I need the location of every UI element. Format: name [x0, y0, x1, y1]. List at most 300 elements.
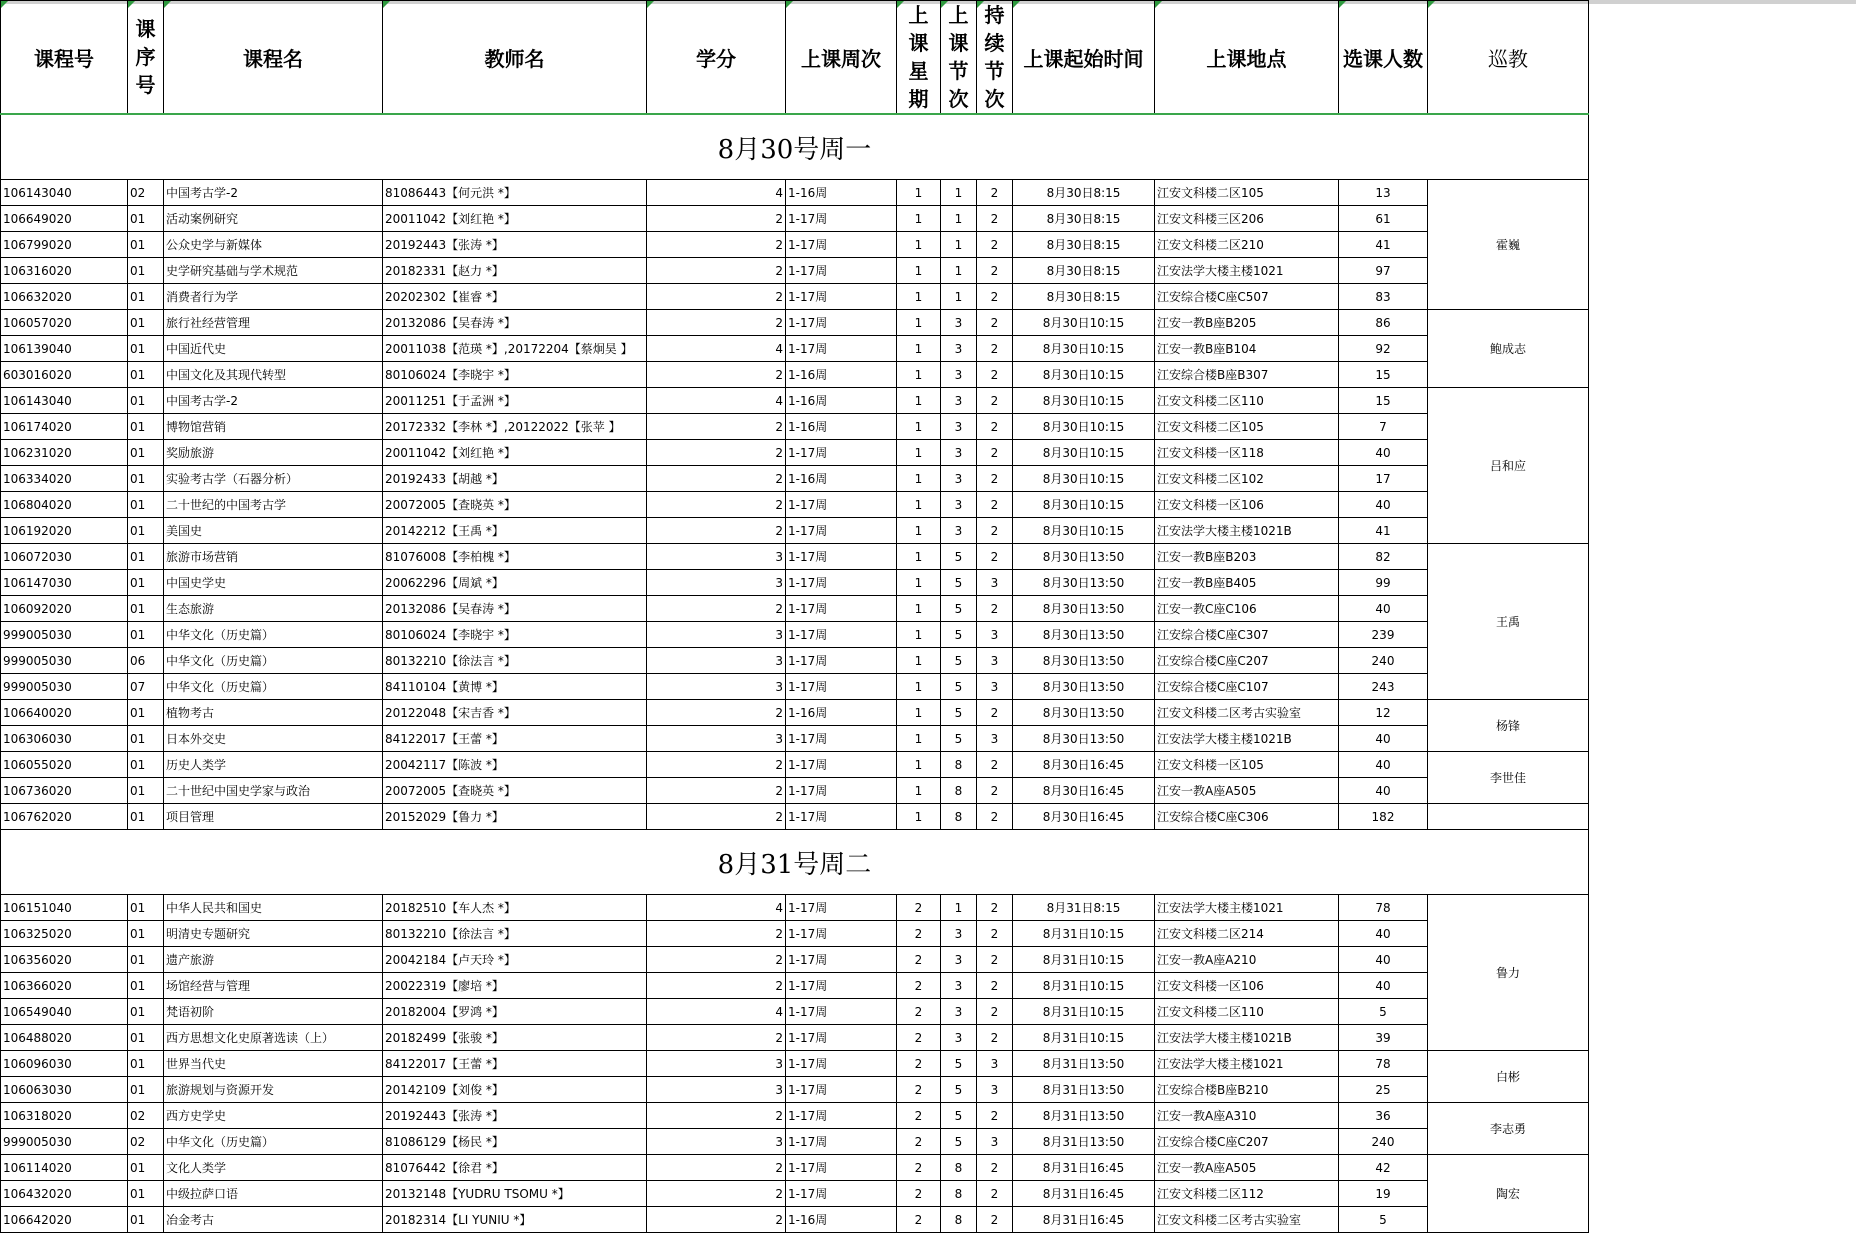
cell-duration[interactable]: 2: [977, 947, 1013, 973]
cell-teacher[interactable]: 20192443【张涛 *】: [383, 1103, 647, 1129]
cell-location[interactable]: 江安文科楼二区考古实验室: [1155, 1207, 1339, 1233]
cell-enrolled[interactable]: 41: [1339, 518, 1428, 544]
cell-location[interactable]: 江安综合楼B座B307: [1155, 362, 1339, 388]
cell-weekday[interactable]: 1: [897, 258, 941, 284]
cell-weeks[interactable]: 1-17周: [786, 674, 897, 700]
cell-enrolled[interactable]: 40: [1339, 778, 1428, 804]
cell-weekday[interactable]: 1: [897, 414, 941, 440]
cell-credits[interactable]: 2: [647, 700, 786, 726]
cell-course-seq[interactable]: 01: [128, 1155, 164, 1181]
cell-location[interactable]: 江安文科楼二区110: [1155, 999, 1339, 1025]
cell-weeks[interactable]: 1-17周: [786, 1181, 897, 1207]
cell-start-time[interactable]: 8月30日10:15: [1013, 362, 1155, 388]
cell-teacher[interactable]: 81086443【何元洪 *】: [383, 180, 647, 206]
cell-location[interactable]: 江安文科楼二区102: [1155, 466, 1339, 492]
cell-weeks[interactable]: 1-17周: [786, 752, 897, 778]
cell-location[interactable]: 江安法学大楼主楼1021B: [1155, 1025, 1339, 1051]
cell-weekday[interactable]: 1: [897, 284, 941, 310]
cell-course-id[interactable]: 106147030: [1, 570, 128, 596]
cell-start-time[interactable]: 8月30日13:50: [1013, 700, 1155, 726]
cell-teacher[interactable]: 20172332【李林 *】,20122022【张苹 】: [383, 414, 647, 440]
cell-enrolled[interactable]: 17: [1339, 466, 1428, 492]
cell-course-name[interactable]: 二十世纪中国史学家与政治: [164, 778, 383, 804]
cell-course-seq[interactable]: 01: [128, 232, 164, 258]
cell-weeks[interactable]: 1-17周: [786, 1051, 897, 1077]
cell-course-name[interactable]: 消费者行为学: [164, 284, 383, 310]
cell-course-name[interactable]: 中华文化（历史篇）: [164, 674, 383, 700]
cell-weekday[interactable]: 1: [897, 388, 941, 414]
cell-course-id[interactable]: 106736020: [1, 778, 128, 804]
cell-start-period[interactable]: 1: [941, 284, 977, 310]
cell-duration[interactable]: 2: [977, 1181, 1013, 1207]
cell-enrolled[interactable]: 40: [1339, 973, 1428, 999]
cell-course-seq[interactable]: 01: [128, 570, 164, 596]
cell-teacher[interactable]: 20142212【王禹 *】: [383, 518, 647, 544]
cell-teacher[interactable]: 81076008【李柏槐 *】: [383, 544, 647, 570]
cell-start-period[interactable]: 5: [941, 1103, 977, 1129]
cell-start-time[interactable]: 8月30日10:15: [1013, 414, 1155, 440]
header-duration[interactable]: [977, 1, 1013, 115]
cell-course-id[interactable]: 106096030: [1, 1051, 128, 1077]
cell-weeks[interactable]: 1-17周: [786, 258, 897, 284]
cell-weekday[interactable]: 2: [897, 1207, 941, 1233]
cell-location[interactable]: 江安一教A座A505: [1155, 1155, 1339, 1181]
cell-duration[interactable]: 2: [977, 973, 1013, 999]
header-weekday[interactable]: [897, 1, 941, 115]
cell-credits[interactable]: 2: [647, 947, 786, 973]
cell-enrolled[interactable]: 40: [1339, 921, 1428, 947]
cell-duration[interactable]: 2: [977, 1103, 1013, 1129]
cell-course-name[interactable]: 旅游市场营销: [164, 544, 383, 570]
cell-course-name[interactable]: 中国考古学-2: [164, 180, 383, 206]
cell-course-name[interactable]: 旅行社经营管理: [164, 310, 383, 336]
cell-start-time[interactable]: 8月30日16:45: [1013, 752, 1155, 778]
cell-course-seq[interactable]: 01: [128, 440, 164, 466]
cell-location[interactable]: 江安文科楼一区106: [1155, 973, 1339, 999]
cell-course-id[interactable]: 106640020: [1, 700, 128, 726]
cell-start-period[interactable]: 5: [941, 1129, 977, 1155]
cell-duration[interactable]: 2: [977, 700, 1013, 726]
cell-start-period[interactable]: 5: [941, 700, 977, 726]
cell-teacher[interactable]: 20132148【YUDRU TSOMU *】: [383, 1181, 647, 1207]
cell-course-name[interactable]: 场馆经营与管理: [164, 973, 383, 999]
cell-start-period[interactable]: 5: [941, 648, 977, 674]
cell-credits[interactable]: 3: [647, 544, 786, 570]
cell-weekday[interactable]: 2: [897, 1129, 941, 1155]
cell-weeks[interactable]: 1-17周: [786, 726, 897, 752]
cell-teacher[interactable]: 20192443【张涛 *】: [383, 232, 647, 258]
cell-credits[interactable]: 2: [647, 973, 786, 999]
cell-weekday[interactable]: 1: [897, 466, 941, 492]
cell-start-period[interactable]: 5: [941, 1077, 977, 1103]
cell-enrolled[interactable]: 97: [1339, 258, 1428, 284]
cell-course-name[interactable]: 公众史学与新媒体: [164, 232, 383, 258]
cell-start-period[interactable]: 5: [941, 726, 977, 752]
cell-course-id[interactable]: 999005030: [1, 648, 128, 674]
cell-start-period[interactable]: 5: [941, 570, 977, 596]
cell-weekday[interactable]: 2: [897, 947, 941, 973]
cell-weekday[interactable]: 1: [897, 726, 941, 752]
cell-location[interactable]: 江安文科楼二区214: [1155, 921, 1339, 947]
cell-weeks[interactable]: 1-17周: [786, 440, 897, 466]
cell-teacher[interactable]: 80106024【李晓宇 *】: [383, 622, 647, 648]
cell-start-time[interactable]: 8月30日10:15: [1013, 466, 1155, 492]
cell-duration[interactable]: 2: [977, 804, 1013, 830]
cell-course-seq[interactable]: 01: [128, 1025, 164, 1051]
cell-enrolled[interactable]: 40: [1339, 492, 1428, 518]
cell-enrolled[interactable]: 78: [1339, 1051, 1428, 1077]
cell-duration[interactable]: 2: [977, 596, 1013, 622]
cell-course-name[interactable]: 中华文化（历史篇）: [164, 648, 383, 674]
cell-duration[interactable]: 2: [977, 544, 1013, 570]
cell-location[interactable]: 江安一教C座C106: [1155, 596, 1339, 622]
cell-start-period[interactable]: 5: [941, 596, 977, 622]
cell-course-id[interactable]: 106072030: [1, 544, 128, 570]
cell-duration[interactable]: 2: [977, 180, 1013, 206]
cell-start-time[interactable]: 8月30日13:50: [1013, 674, 1155, 700]
cell-course-id[interactable]: 106488020: [1, 1025, 128, 1051]
cell-duration[interactable]: 3: [977, 1077, 1013, 1103]
cell-course-id[interactable]: 106057020: [1, 310, 128, 336]
cell-course-seq[interactable]: 01: [128, 700, 164, 726]
cell-teacher[interactable]: 20182499【张骏 *】: [383, 1025, 647, 1051]
cell-course-id[interactable]: 106174020: [1, 414, 128, 440]
cell-duration[interactable]: 2: [977, 310, 1013, 336]
cell-credits[interactable]: 3: [647, 1051, 786, 1077]
cell-duration[interactable]: 2: [977, 895, 1013, 921]
cell-start-period[interactable]: 1: [941, 258, 977, 284]
cell-duration[interactable]: 3: [977, 1051, 1013, 1077]
cell-start-time[interactable]: 8月30日8:15: [1013, 284, 1155, 310]
cell-credits[interactable]: 2: [647, 518, 786, 544]
cell-duration[interactable]: 3: [977, 648, 1013, 674]
cell-inspector[interactable]: 李志勇: [1428, 1103, 1589, 1155]
cell-start-period[interactable]: 8: [941, 1155, 977, 1181]
cell-course-id[interactable]: 603016020: [1, 362, 128, 388]
cell-start-time[interactable]: 8月31日16:45: [1013, 1155, 1155, 1181]
cell-teacher[interactable]: 20192433【胡越 *】: [383, 466, 647, 492]
cell-teacher[interactable]: 80132210【徐法言 *】: [383, 921, 647, 947]
cell-weeks[interactable]: 1-17周: [786, 804, 897, 830]
cell-start-time[interactable]: 8月31日16:45: [1013, 1207, 1155, 1233]
cell-teacher[interactable]: 80106024【李晓宇 *】: [383, 362, 647, 388]
cell-enrolled[interactable]: 239: [1339, 622, 1428, 648]
cell-course-seq[interactable]: 01: [128, 336, 164, 362]
cell-inspector[interactable]: 陶宏: [1428, 1155, 1589, 1233]
cell-enrolled[interactable]: 92: [1339, 336, 1428, 362]
cell-teacher[interactable]: 81076442【徐君 *】: [383, 1155, 647, 1181]
cell-start-time[interactable]: 8月30日10:15: [1013, 310, 1155, 336]
cell-weekday[interactable]: 2: [897, 895, 941, 921]
cell-duration[interactable]: 2: [977, 258, 1013, 284]
cell-start-time[interactable]: 8月30日10:15: [1013, 440, 1155, 466]
cell-course-name[interactable]: 西方史学史: [164, 1103, 383, 1129]
cell-location[interactable]: 江安综合楼B座B210: [1155, 1077, 1339, 1103]
cell-course-seq[interactable]: 01: [128, 388, 164, 414]
cell-weekday[interactable]: 2: [897, 1103, 941, 1129]
cell-credits[interactable]: 2: [647, 284, 786, 310]
cell-course-seq[interactable]: 01: [128, 596, 164, 622]
cell-course-seq[interactable]: 01: [128, 258, 164, 284]
cell-weekday[interactable]: 1: [897, 752, 941, 778]
cell-weekday[interactable]: 1: [897, 232, 941, 258]
cell-weeks[interactable]: 1-17周: [786, 1155, 897, 1181]
cell-course-name[interactable]: 植物考古: [164, 700, 383, 726]
cell-duration[interactable]: 2: [977, 284, 1013, 310]
cell-course-name[interactable]: 中华文化（历史篇）: [164, 1129, 383, 1155]
cell-course-name[interactable]: 项目管理: [164, 804, 383, 830]
cell-start-period[interactable]: 5: [941, 544, 977, 570]
cell-enrolled[interactable]: 5: [1339, 1207, 1428, 1233]
cell-start-period[interactable]: 8: [941, 778, 977, 804]
cell-weekday[interactable]: 1: [897, 336, 941, 362]
cell-weeks[interactable]: 1-17周: [786, 284, 897, 310]
cell-credits[interactable]: 4: [647, 180, 786, 206]
cell-enrolled[interactable]: 40: [1339, 947, 1428, 973]
cell-course-id[interactable]: 106804020: [1, 492, 128, 518]
cell-course-id[interactable]: 106306030: [1, 726, 128, 752]
cell-location[interactable]: 江安文科楼二区210: [1155, 232, 1339, 258]
cell-credits[interactable]: 3: [647, 674, 786, 700]
cell-location[interactable]: 江安文科楼一区118: [1155, 440, 1339, 466]
cell-duration[interactable]: 3: [977, 674, 1013, 700]
cell-course-id[interactable]: 999005030: [1, 674, 128, 700]
cell-weeks[interactable]: 1-17周: [786, 778, 897, 804]
cell-course-id[interactable]: 106325020: [1, 921, 128, 947]
cell-credits[interactable]: 2: [647, 804, 786, 830]
cell-start-period[interactable]: 8: [941, 752, 977, 778]
cell-course-seq[interactable]: 01: [128, 947, 164, 973]
cell-enrolled[interactable]: 182: [1339, 804, 1428, 830]
cell-credits[interactable]: 2: [647, 310, 786, 336]
cell-weeks[interactable]: 1-17周: [786, 1077, 897, 1103]
cell-course-id[interactable]: 106642020: [1, 1207, 128, 1233]
cell-start-time[interactable]: 8月30日13:50: [1013, 596, 1155, 622]
cell-location[interactable]: 江安法学大楼主楼1021B: [1155, 518, 1339, 544]
cell-weekday[interactable]: 1: [897, 492, 941, 518]
cell-start-time[interactable]: 8月30日10:15: [1013, 388, 1155, 414]
cell-start-period[interactable]: 3: [941, 492, 977, 518]
cell-teacher[interactable]: 20022319【廖培 *】: [383, 973, 647, 999]
cell-start-period[interactable]: 8: [941, 1181, 977, 1207]
cell-location[interactable]: 江安综合楼C座C307: [1155, 622, 1339, 648]
cell-duration[interactable]: 2: [977, 232, 1013, 258]
cell-course-id[interactable]: 106092020: [1, 596, 128, 622]
cell-course-seq[interactable]: 01: [128, 804, 164, 830]
cell-credits[interactable]: 3: [647, 1129, 786, 1155]
cell-weekday[interactable]: 2: [897, 1155, 941, 1181]
cell-weeks[interactable]: 1-17周: [786, 232, 897, 258]
cell-credits[interactable]: 2: [647, 752, 786, 778]
cell-location[interactable]: 江安综合楼C座C107: [1155, 674, 1339, 700]
cell-course-seq[interactable]: 01: [128, 895, 164, 921]
cell-course-name[interactable]: 活动案例研究: [164, 206, 383, 232]
cell-start-period[interactable]: 3: [941, 310, 977, 336]
cell-start-period[interactable]: 8: [941, 1207, 977, 1233]
cell-weeks[interactable]: 1-17周: [786, 947, 897, 973]
cell-duration[interactable]: 2: [977, 388, 1013, 414]
cell-credits[interactable]: 3: [647, 622, 786, 648]
cell-course-seq[interactable]: 01: [128, 752, 164, 778]
cell-course-name[interactable]: 二十世纪的中国考古学: [164, 492, 383, 518]
cell-teacher[interactable]: 20072005【查晓英 *】: [383, 492, 647, 518]
cell-inspector[interactable]: 霍巍: [1428, 180, 1589, 310]
cell-course-name[interactable]: 奖励旅游: [164, 440, 383, 466]
cell-course-id[interactable]: 106231020: [1, 440, 128, 466]
cell-teacher[interactable]: 20152029【鲁力 *】: [383, 804, 647, 830]
cell-inspector[interactable]: 白彬: [1428, 1051, 1589, 1103]
cell-start-time[interactable]: 8月30日13:50: [1013, 622, 1155, 648]
cell-duration[interactable]: 2: [977, 440, 1013, 466]
cell-course-name[interactable]: 历史人类学: [164, 752, 383, 778]
cell-weekday[interactable]: 1: [897, 596, 941, 622]
cell-location[interactable]: 江安一教A座A505: [1155, 778, 1339, 804]
cell-enrolled[interactable]: 5: [1339, 999, 1428, 1025]
cell-credits[interactable]: 2: [647, 466, 786, 492]
cell-enrolled[interactable]: 240: [1339, 648, 1428, 674]
cell-course-id[interactable]: 106143040: [1, 388, 128, 414]
cell-course-name[interactable]: 美国史: [164, 518, 383, 544]
cell-course-id[interactable]: 106316020: [1, 258, 128, 284]
cell-start-time[interactable]: 8月30日8:15: [1013, 180, 1155, 206]
cell-start-period[interactable]: 3: [941, 362, 977, 388]
cell-start-period[interactable]: 8: [941, 804, 977, 830]
cell-weekday[interactable]: 1: [897, 622, 941, 648]
cell-weekday[interactable]: 2: [897, 973, 941, 999]
cell-inspector[interactable]: 鲍成志: [1428, 310, 1589, 388]
cell-course-seq[interactable]: 01: [128, 414, 164, 440]
cell-location[interactable]: 江安文科楼二区考古实验室: [1155, 700, 1339, 726]
cell-start-time[interactable]: 8月31日10:15: [1013, 947, 1155, 973]
cell-teacher[interactable]: 20011042【刘红艳 *】: [383, 206, 647, 232]
cell-enrolled[interactable]: 40: [1339, 752, 1428, 778]
cell-teacher[interactable]: 20132086【吴春涛 *】: [383, 596, 647, 622]
cell-course-id[interactable]: 106139040: [1, 336, 128, 362]
cell-start-time[interactable]: 8月30日10:15: [1013, 492, 1155, 518]
cell-course-seq[interactable]: 02: [128, 1103, 164, 1129]
cell-credits[interactable]: 3: [647, 570, 786, 596]
cell-teacher[interactable]: 20062296【周斌 *】: [383, 570, 647, 596]
cell-duration[interactable]: 2: [977, 492, 1013, 518]
cell-duration[interactable]: 2: [977, 1155, 1013, 1181]
cell-teacher[interactable]: 84122017【王蕾 *】: [383, 726, 647, 752]
cell-weekday[interactable]: 1: [897, 778, 941, 804]
cell-weeks[interactable]: 1-16周: [786, 466, 897, 492]
cell-start-time[interactable]: 8月30日10:15: [1013, 518, 1155, 544]
cell-course-seq[interactable]: 07: [128, 674, 164, 700]
cell-credits[interactable]: 4: [647, 999, 786, 1025]
cell-course-name[interactable]: 中国文化及其现代转型: [164, 362, 383, 388]
cell-location[interactable]: 江安法学大楼主楼1021B: [1155, 726, 1339, 752]
cell-enrolled[interactable]: 243: [1339, 674, 1428, 700]
cell-course-id[interactable]: 106151040: [1, 895, 128, 921]
cell-enrolled[interactable]: 40: [1339, 726, 1428, 752]
cell-enrolled[interactable]: 15: [1339, 362, 1428, 388]
cell-course-seq[interactable]: 01: [128, 1181, 164, 1207]
cell-weeks[interactable]: 1-17周: [786, 336, 897, 362]
cell-inspector[interactable]: 杨锋: [1428, 700, 1589, 752]
cell-course-id[interactable]: 999005030: [1, 622, 128, 648]
cell-weekday[interactable]: 1: [897, 362, 941, 388]
cell-credits[interactable]: 2: [647, 1155, 786, 1181]
cell-course-name[interactable]: 博物馆营销: [164, 414, 383, 440]
cell-location[interactable]: 江安一教A座A310: [1155, 1103, 1339, 1129]
cell-course-seq[interactable]: 01: [128, 999, 164, 1025]
cell-teacher[interactable]: 20072005【查晓英 *】: [383, 778, 647, 804]
cell-inspector[interactable]: [1428, 804, 1589, 830]
cell-weekday[interactable]: 2: [897, 1181, 941, 1207]
cell-duration[interactable]: 2: [977, 206, 1013, 232]
cell-weeks[interactable]: 1-17周: [786, 206, 897, 232]
cell-teacher[interactable]: 20122048【宋吉香 *】: [383, 700, 647, 726]
cell-location[interactable]: 江安法学大楼主楼1021: [1155, 1051, 1339, 1077]
header-inspector[interactable]: [1428, 1, 1589, 115]
cell-start-time[interactable]: 8月30日13:50: [1013, 570, 1155, 596]
cell-duration[interactable]: 2: [977, 921, 1013, 947]
cell-weeks[interactable]: 1-17周: [786, 648, 897, 674]
cell-start-period[interactable]: 3: [941, 388, 977, 414]
cell-enrolled[interactable]: 41: [1339, 232, 1428, 258]
cell-weekday[interactable]: 2: [897, 1077, 941, 1103]
cell-course-seq[interactable]: 01: [128, 921, 164, 947]
cell-enrolled[interactable]: 61: [1339, 206, 1428, 232]
cell-duration[interactable]: 2: [977, 414, 1013, 440]
cell-course-id[interactable]: 106055020: [1, 752, 128, 778]
cell-start-time[interactable]: 8月30日8:15: [1013, 206, 1155, 232]
cell-course-name[interactable]: 梵语初阶: [164, 999, 383, 1025]
cell-start-time[interactable]: 8月30日13:50: [1013, 726, 1155, 752]
cell-weekday[interactable]: 1: [897, 804, 941, 830]
cell-course-seq[interactable]: 01: [128, 778, 164, 804]
cell-enrolled[interactable]: 7: [1339, 414, 1428, 440]
cell-teacher[interactable]: 20011251【于孟洲 *】: [383, 388, 647, 414]
cell-teacher[interactable]: 20182510【车人杰 *】: [383, 895, 647, 921]
cell-start-period[interactable]: 3: [941, 973, 977, 999]
cell-duration[interactable]: 3: [977, 1129, 1013, 1155]
cell-course-id[interactable]: 106063030: [1, 1077, 128, 1103]
cell-start-time[interactable]: 8月31日13:50: [1013, 1077, 1155, 1103]
cell-start-time[interactable]: 8月30日10:15: [1013, 336, 1155, 362]
cell-weeks[interactable]: 1-17周: [786, 518, 897, 544]
cell-location[interactable]: 江安一教A座A210: [1155, 947, 1339, 973]
cell-weekday[interactable]: 1: [897, 180, 941, 206]
cell-course-name[interactable]: 世界当代史: [164, 1051, 383, 1077]
cell-weeks[interactable]: 1-17周: [786, 544, 897, 570]
cell-start-time[interactable]: 8月30日16:45: [1013, 804, 1155, 830]
header-enrolled[interactable]: [1339, 1, 1428, 115]
cell-course-seq[interactable]: 01: [128, 518, 164, 544]
header-credits[interactable]: [647, 1, 786, 115]
cell-start-time[interactable]: 8月31日10:15: [1013, 973, 1155, 999]
cell-start-time[interactable]: 8月31日10:15: [1013, 921, 1155, 947]
cell-enrolled[interactable]: 36: [1339, 1103, 1428, 1129]
cell-course-seq[interactable]: 01: [128, 466, 164, 492]
cell-weeks[interactable]: 1-17周: [786, 895, 897, 921]
cell-duration[interactable]: 2: [977, 752, 1013, 778]
cell-start-period[interactable]: 1: [941, 895, 977, 921]
cell-course-name[interactable]: 实验考古学（石器分析）: [164, 466, 383, 492]
cell-course-name[interactable]: 史学研究基础与学术规范: [164, 258, 383, 284]
cell-teacher[interactable]: 20182314【LI YUNIU *】: [383, 1207, 647, 1233]
cell-course-id[interactable]: 106649020: [1, 206, 128, 232]
cell-start-period[interactable]: 1: [941, 232, 977, 258]
cell-weeks[interactable]: 1-16周: [786, 700, 897, 726]
cell-course-name[interactable]: 中华文化（历史篇）: [164, 622, 383, 648]
cell-course-id[interactable]: 106356020: [1, 947, 128, 973]
cell-weekday[interactable]: 1: [897, 206, 941, 232]
cell-enrolled[interactable]: 240: [1339, 1129, 1428, 1155]
cell-course-name[interactable]: 文化人类学: [164, 1155, 383, 1181]
